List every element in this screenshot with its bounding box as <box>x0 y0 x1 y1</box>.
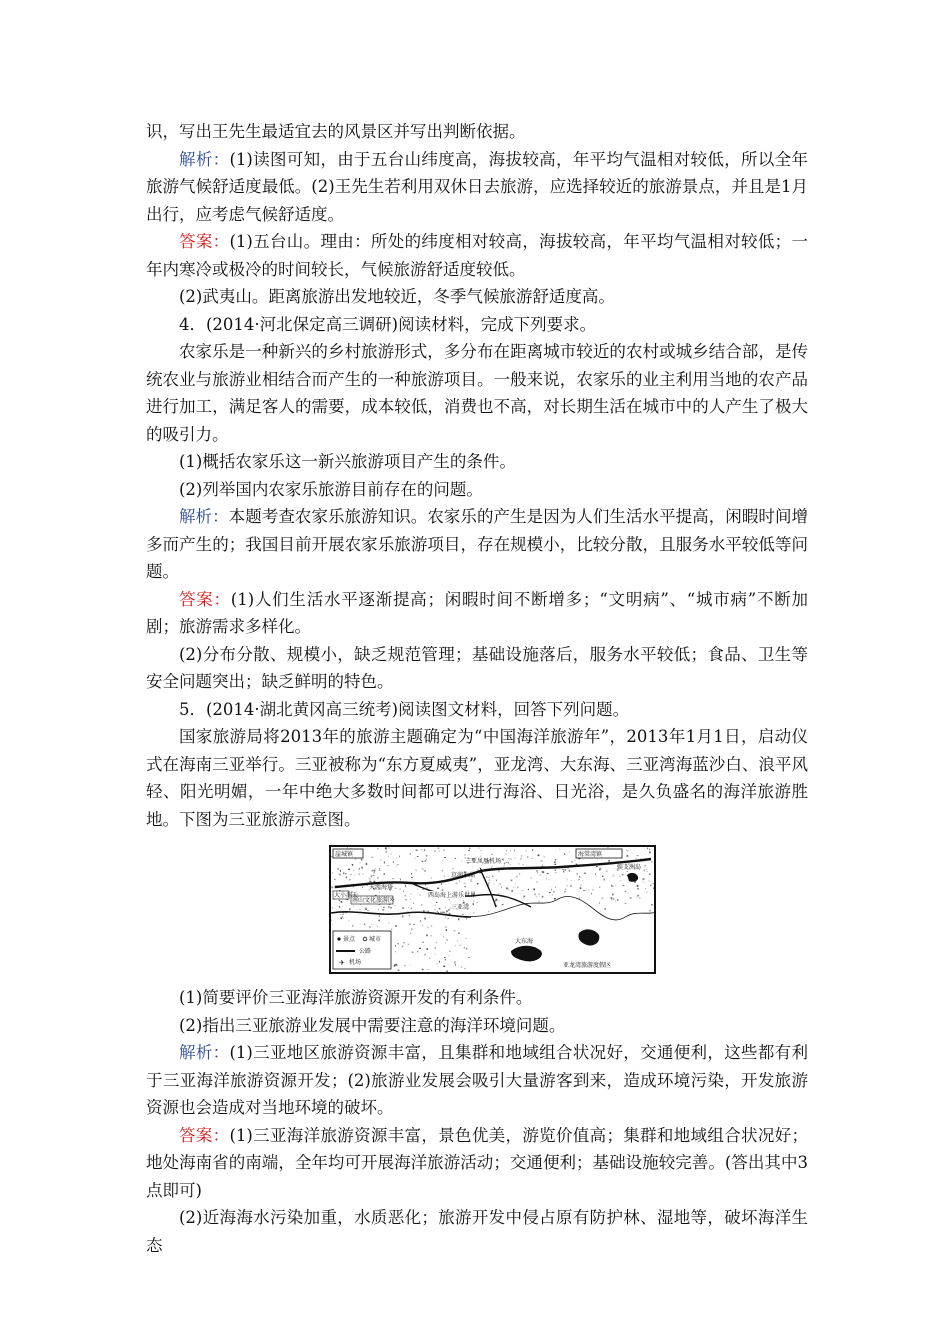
analysis-label: 解析： <box>179 507 229 526</box>
text-paragraph <box>146 118 808 146</box>
paragraph-text: (2)指出三亚旅游业发展中需要注意的海洋环境问题。 <box>179 1015 566 1035</box>
map-label-airport: 三亚凤凰机场 <box>465 858 502 865</box>
map-label-wuzhizhou: 蜈支洲岛 <box>617 864 642 871</box>
analysis-label: 解析： <box>179 149 230 169</box>
paragraph-text: 本题考查农家乐旅游知识。农家乐的产生是因为人们生活水平提高，闲暇时间增多而产生的；我国目前开展农家乐旅游项目，存在规模小，比较分散，且服务水平较低等问题。 <box>146 507 809 581</box>
text-paragraph <box>146 338 808 448</box>
paragraph-text: 5．(2014·湖北黄冈高三统考)阅读图文材料，回答下列问题。 <box>179 699 630 719</box>
paragraph-text: (1)简要评价三亚海洋旅游资源开发的有利条件。 <box>179 988 533 1007</box>
analysis-paragraph <box>146 1039 808 1122</box>
answer-paragraph <box>146 228 808 283</box>
paragraph-text: (2)列举国内农家乐旅游目前存在的问题。 <box>179 479 483 499</box>
paragraph-text: (1)三亚地区旅游资源丰富，且集群和地域组合状况好，交通便利，这些都有利于三亚海洋旅游资源开发；(2)旅游业发展会吸引大量游客到来，造成环境污染，开发旅游资源也会造成对当地环境的破坏。 <box>146 1043 808 1117</box>
map-label-tianya: 天涯海角 <box>369 884 394 891</box>
answer-label: 答案： <box>179 232 230 251</box>
legend-scenic: 景点 <box>343 936 356 943</box>
paragraph-text: 4．(2014·河北保定高三调研)阅读材料，完成下列要求。 <box>179 314 597 334</box>
map-label-dadonghai: 大东海 <box>515 938 534 945</box>
paragraph-text: 农家乐是一种新兴的乡村旅游形式，多分布在距离城市较近的农村或城乡结合部，是传统农业与旅游业相结合而产生的一种旅游项目。一般来说，农家乐的业主利用当地的农产品进行加工，满足客人的需要，成本较低，消费也不高，对长期生活在城市中的人产生了极大的吸引力。 <box>146 342 808 444</box>
paragraph-text: (2)武夷山。距离旅游出发地较近，冬季气候旅游舒适度高。 <box>179 287 615 306</box>
text-paragraph <box>146 696 808 724</box>
text-paragraph <box>146 311 808 339</box>
sanya-tourism-map <box>329 845 656 974</box>
text-paragraph <box>146 641 808 696</box>
paragraph-text: 识，写出王先生最适宜去的风景区并写出判断依据。 <box>146 122 526 141</box>
legend-airport-icon: ✈ <box>339 959 345 967</box>
text-paragraph <box>146 476 808 504</box>
legend-city: 城市 <box>369 936 382 943</box>
map-label-haitang: 海棠湾镇 <box>578 851 603 858</box>
analysis-paragraph <box>146 503 808 586</box>
answer-label: 答案： <box>179 589 231 609</box>
legend-airport: 机场 <box>349 959 362 966</box>
answer-label: 答案： <box>179 1125 230 1145</box>
paragraph-text: (2)分布分散、规模小，缺乏规范管理；基础设施落后，服务水平较低；食品、卫生等安全问题突出；缺乏鲜明的特色。 <box>146 644 808 691</box>
sea-area <box>471 897 654 972</box>
map-label-daxiaodongtian: 大小洞天 <box>334 892 359 899</box>
paragraph-text: (1)人们生活水平逐渐提高；闲暇时间不断增多；“文明病”、“城市病”不断加剧；旅游需求多样化。 <box>146 589 808 636</box>
map-graphic <box>331 847 654 972</box>
paragraph-text: 国家旅游局将2013年的旅游主题确定为“中国海洋旅游年”，2013年1月1日，启动仪式在海南三亚举行。三亚被称为“东方夏威夷”，亚龙湾、大东海、三亚湾海蓝沙白、浪平风轻、阳光明媚，一年中绝大多数时间都可以进行海浴、日光浴，是久负盛名的海洋旅游胜地。下图为三亚旅游示意图。 <box>146 727 808 829</box>
text-block-after-figure <box>146 984 808 1259</box>
map-label-sanya-bay: 三亚湾 <box>451 904 470 911</box>
paragraph-text: (2)近海海水污染加重，水质恶化；旅游开发中侵占原有防护林、湿地等，破坏海洋生态 <box>146 1208 808 1255</box>
analysis-label: 解析： <box>179 1043 230 1062</box>
map-label-yalong-bay: 亚龙湾旅游度假区 <box>563 962 612 969</box>
paragraph-text: (1)读图可知，由于五台山纬度高，海拔较高，年平均气温相对较低，所以全年旅游气候舒适度最低。(2)王先生若利用双休日去旅游，应选择较近的旅游景点，并且是1月出行，应考虑气候舒适度。 <box>146 149 808 224</box>
map-label-xidao: 西岛海上游乐世界 <box>428 892 477 899</box>
text-paragraph <box>146 283 808 311</box>
text-block-before-figure <box>146 118 808 833</box>
paragraph-text: (1)概括农家乐这一新兴旅游项目产生的条件。 <box>179 452 516 471</box>
paragraph-text: (1)三亚海洋旅游资源丰富，景色优美，游览价值高；集群和地域组合状况好；地处海南省的南端，全年均可开展海洋旅游活动；交通便利；基础设施较完善。(答出其中3点即可) <box>146 1125 808 1200</box>
text-paragraph <box>146 1012 808 1040</box>
airport-icon: ✈ <box>477 867 485 877</box>
island <box>627 873 638 882</box>
analysis-paragraph <box>146 146 808 229</box>
legend-scenic-marker <box>337 937 340 940</box>
answer-paragraph <box>146 586 808 641</box>
text-paragraph <box>146 448 808 476</box>
map-label-nanshan: 南山文化旅游区 <box>352 897 395 904</box>
document-body <box>146 118 808 1259</box>
text-paragraph <box>146 984 808 1012</box>
text-paragraph <box>146 1204 808 1259</box>
map-label-yacheng: 崖城镇 <box>335 851 354 858</box>
answer-paragraph <box>146 1122 808 1205</box>
text-paragraph <box>146 723 808 833</box>
map-label-jingrun: 京润水晶 <box>451 872 476 879</box>
paragraph-text: (1)五台山。理由：所处的纬度相对较高，海拔较高，年平均气温相对较低；一年内寒冷或极冷的时间较长，气候旅游舒适度较低。 <box>146 232 808 279</box>
legend-road: 公路 <box>359 948 372 955</box>
